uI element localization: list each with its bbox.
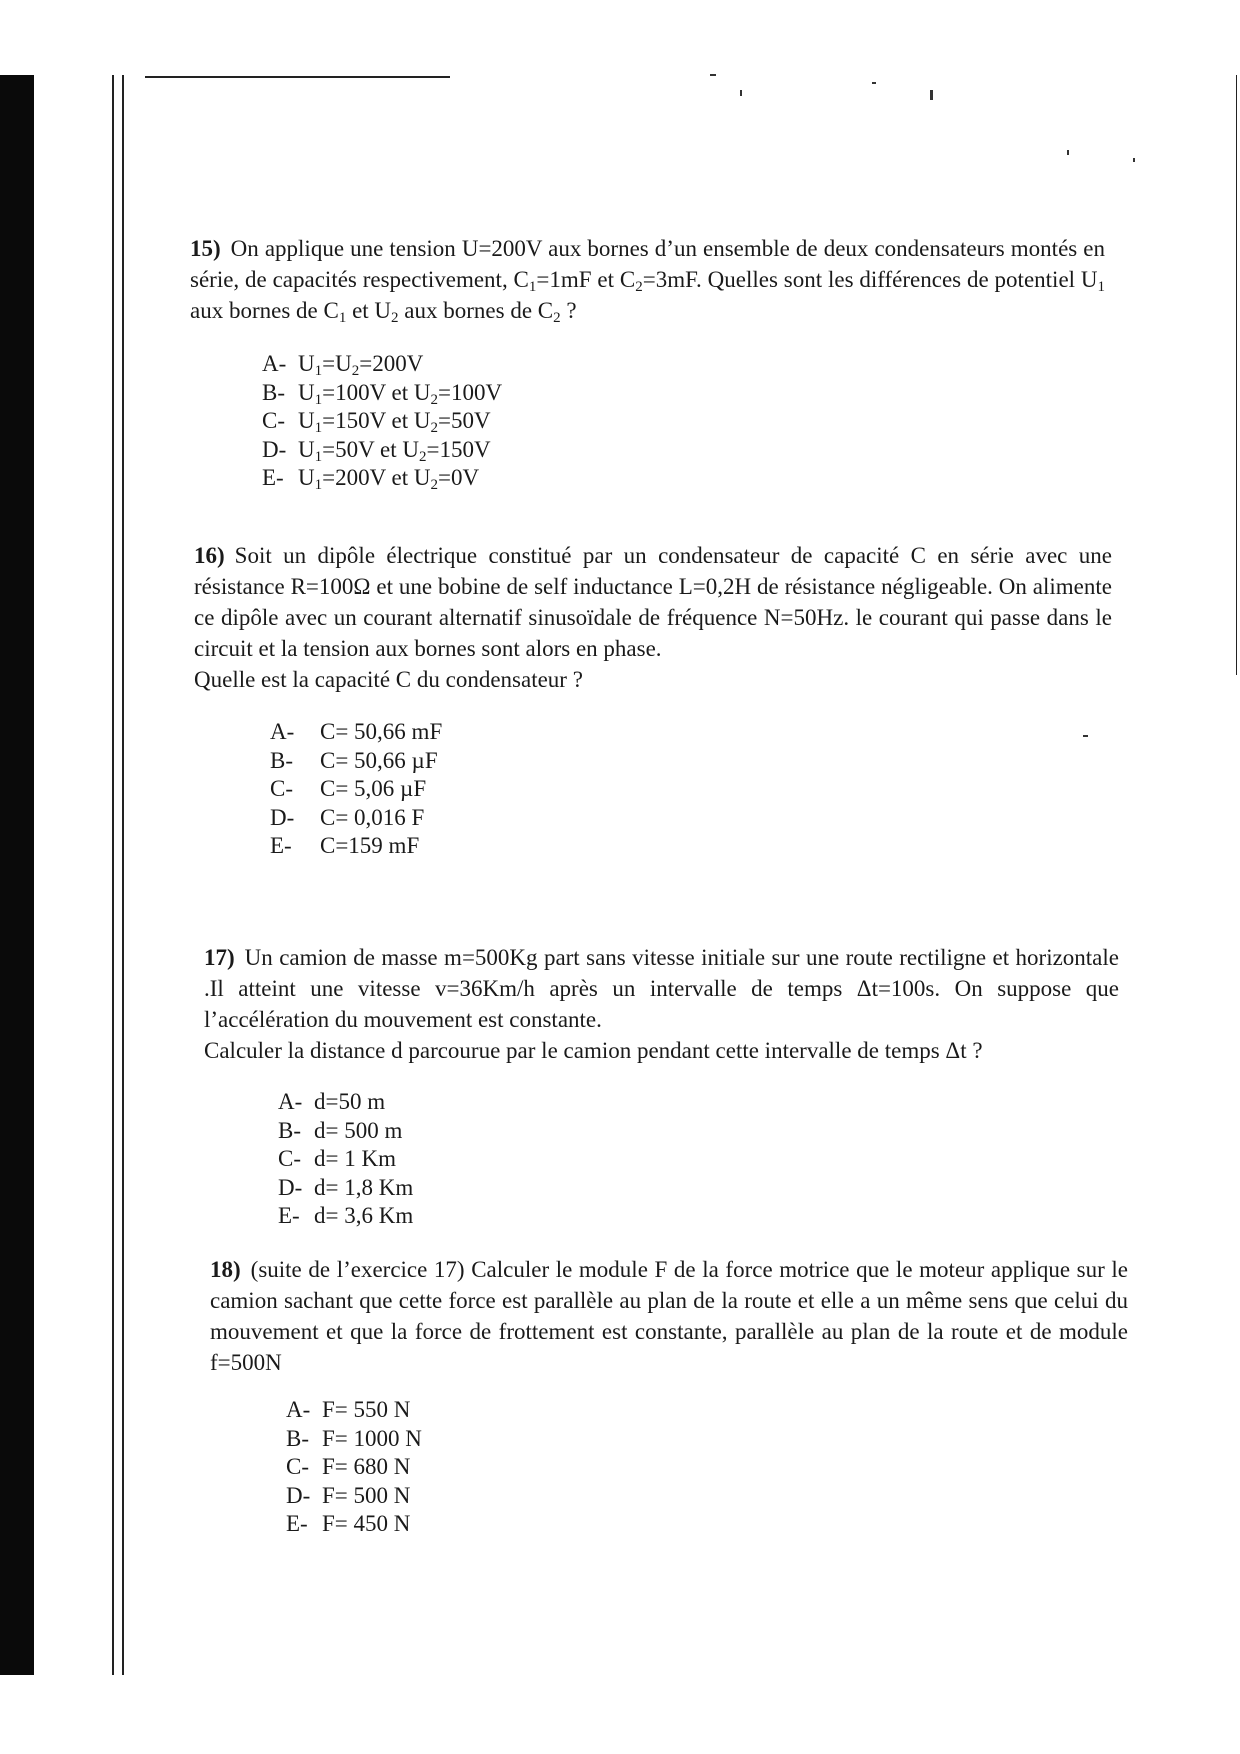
option-c: C- d= 1 Km [278,1146,396,1171]
question-number: 17) [204,945,235,970]
question-text: 16) Soit un dipôle électrique constitué par un condensateur de capacité C en série avec une résistance R=100Ω et une bobine de self inductance L=0,2H de résistance négligeable. On alimente ce dipôle avec un courant alternatif sinusoïdale de fréquence N=50Hz. le courant qui passe dans le circuit et la tension aux bornes sont alors en phase. [194,543,1112,661]
scan-speck [740,90,742,96]
options-16 [270,718,442,861]
option-d: D- C= 0,016 F [270,804,425,830]
option-d: D- F= 500 N [286,1482,411,1508]
option-e: E- d= 3,6 Km [278,1203,414,1228]
question-text: 18) (suite de l’exercice 17) Calculer le module F de la force motrice que le moteur applique sur le camion sachant que cette force est parallèle au plan de la route et elle a un même sens que celui du mouvement et que la force de frottement est constante, parallèle au plan de la route et de module f=500N [210,1257,1128,1375]
scan-speck [710,74,716,76]
option-e: E- C=159 mF [270,833,420,858]
option-c: C- $U_1=150V$ et $U_2=50V$ [262,408,491,436]
option-a: A- F= 550 N [286,1397,411,1422]
option-c: C- F= 680 N [286,1454,411,1479]
right-edge-line [1236,75,1237,675]
scan-speck [872,82,876,84]
option-b: B- $U_1=100V$ et $U_2=100V$ [262,379,503,408]
option-a: A- d=50 m [278,1089,386,1114]
margin-line-left [112,75,114,1675]
question-16 [194,540,1112,695]
option-a: A- C= 50,66 mF [270,719,443,744]
scan-speck [930,90,933,100]
option-c: C- C= 5,06 µF [270,776,427,801]
question-number: 15) [190,236,221,261]
margin-line-right [122,75,124,1675]
question-18 [210,1254,1128,1378]
option-b: B- d= 500 m [278,1117,403,1143]
question-17 [204,942,1119,1066]
options-18 [286,1396,422,1539]
question-text: 17) Un camion de masse m=500Kg part sans vitesse initiale sur une route rectiligne et horizontale .Il atteint une vitesse v=36Km/h après un intervalle de temps Δt=100s. On suppose que l’accélération du mouvement est constante. [204,945,1119,1032]
option-e: E- $U_1=200V$ et $U_2=0V$ [262,465,480,493]
top-rule [145,76,450,78]
question-15 [190,233,1105,326]
question-prompt: Quelle est la capacité C du condensateur ? [194,667,583,692]
option-a: A- $U_1=U_2=200V$ [262,351,424,379]
scan-speck [1133,158,1135,162]
scan-speck [1083,735,1088,737]
option-e: E- F= 450 N [286,1511,411,1536]
question-text: 15) On applique une tension U=200V aux bornes d’un ensemble de deux condensateurs montés en série, de capacités respectivement, $C_1=1mF$ et $C_2=3mF$. Quelles sont les différences de potentiel $U_1$ aux bornes de $C_1$ et $U_2$ aux bornes de $C_2$ ? [190,236,1106,326]
question-prompt: Calculer la distance d parcourue par le camion pendant cette intervalle de temps Δt ? [204,1038,983,1063]
scan-edge-bar [0,75,34,1675]
options-15 [262,350,502,493]
option-d: D- $U_1=50V$ et $U_2=150V$ [262,436,491,465]
scan-speck [1067,150,1069,155]
question-number: 18) [210,1257,241,1282]
option-d: D- d= 1,8 Km [278,1174,414,1200]
options-17 [278,1088,413,1231]
question-number: 16) [194,543,225,568]
option-b: B- C= 50,66 µF [270,747,438,773]
option-b: B- F= 1000 N [286,1425,422,1451]
